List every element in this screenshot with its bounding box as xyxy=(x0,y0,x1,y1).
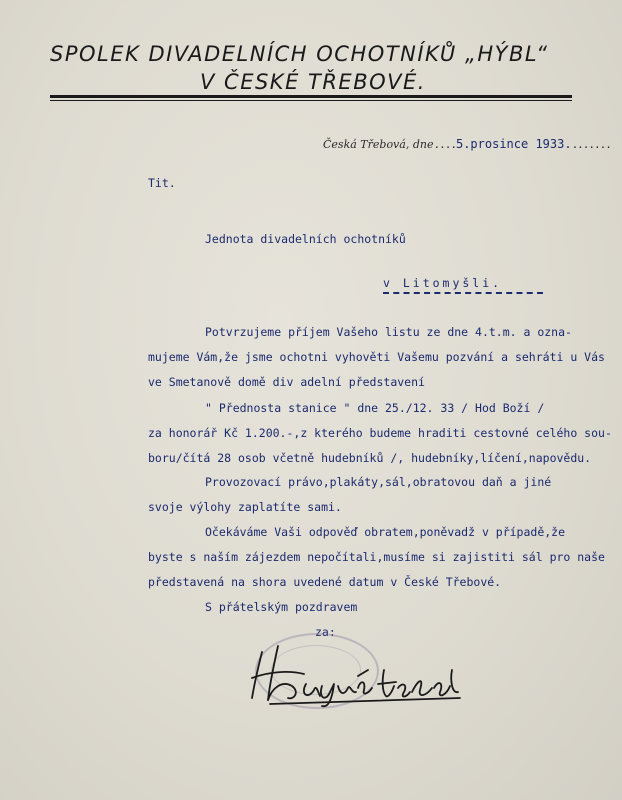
signature-za: za: xyxy=(315,625,336,639)
date-dots-after: ....... xyxy=(571,138,611,151)
letterhead-location: V ČESKÉ TŘEBOVÉ. xyxy=(200,70,426,94)
body-line: byste s naším zájezdem nepočítali,musíme si zajistiti sál pro naše xyxy=(148,550,605,564)
body-line: Očekáváme Vaši odpověď obratem,poněvadž v případě,že xyxy=(205,525,566,539)
date-dots-before: .... xyxy=(433,138,456,151)
body-line: boru/čítá 28 osob včetně hudebníků /, hudebníky,líčení,napovědu. xyxy=(148,451,592,465)
body-line: ve Smetanově domě div adelní představení xyxy=(148,375,425,389)
handwritten-signature xyxy=(248,640,468,710)
body-line: Provozovací právo,plakáty,sál,obratovou daň a jiné xyxy=(205,475,552,489)
date-line xyxy=(323,133,611,152)
date-value: 5.prosince 1933. xyxy=(455,137,572,151)
body-line: představená na shora uvedené datum v České Třebové. xyxy=(148,575,502,589)
letterhead-rule-thick xyxy=(50,95,572,98)
recipient-city: v Litomyšli. xyxy=(383,276,503,290)
salutation: Tit. xyxy=(148,176,176,190)
date-prefix: Česká Třebová, dne xyxy=(323,138,434,151)
closing-greeting: S přátelským pozdravem xyxy=(205,600,358,614)
body-line: " Přednosta stanice " dne 25./12. 33 / Hod Boží / xyxy=(205,401,545,415)
body-line: mujeme Vám,že jsme ochotni vyhověti Vašemu pozvání a sehráti u Vás xyxy=(148,350,605,364)
recipient-name: Jednota divadelních ochotníků xyxy=(205,232,406,246)
recipient-city-underline xyxy=(383,292,543,294)
body-line: svoje výlohy zaplatíte sami. xyxy=(148,500,342,514)
letterhead-rule-thin xyxy=(50,100,572,101)
letterhead-title: SPOLEK DIVADELNÍCH OCHOTNÍKŮ „HÝBL“ xyxy=(50,42,549,66)
body-line: Potvrzujeme příjem Vašeho listu ze dne 4.t.m. a ozna- xyxy=(205,325,572,339)
body-line: za honorář Kč 1.200.-,z kterého budeme hraditi cestovné celého sou- xyxy=(148,426,612,440)
